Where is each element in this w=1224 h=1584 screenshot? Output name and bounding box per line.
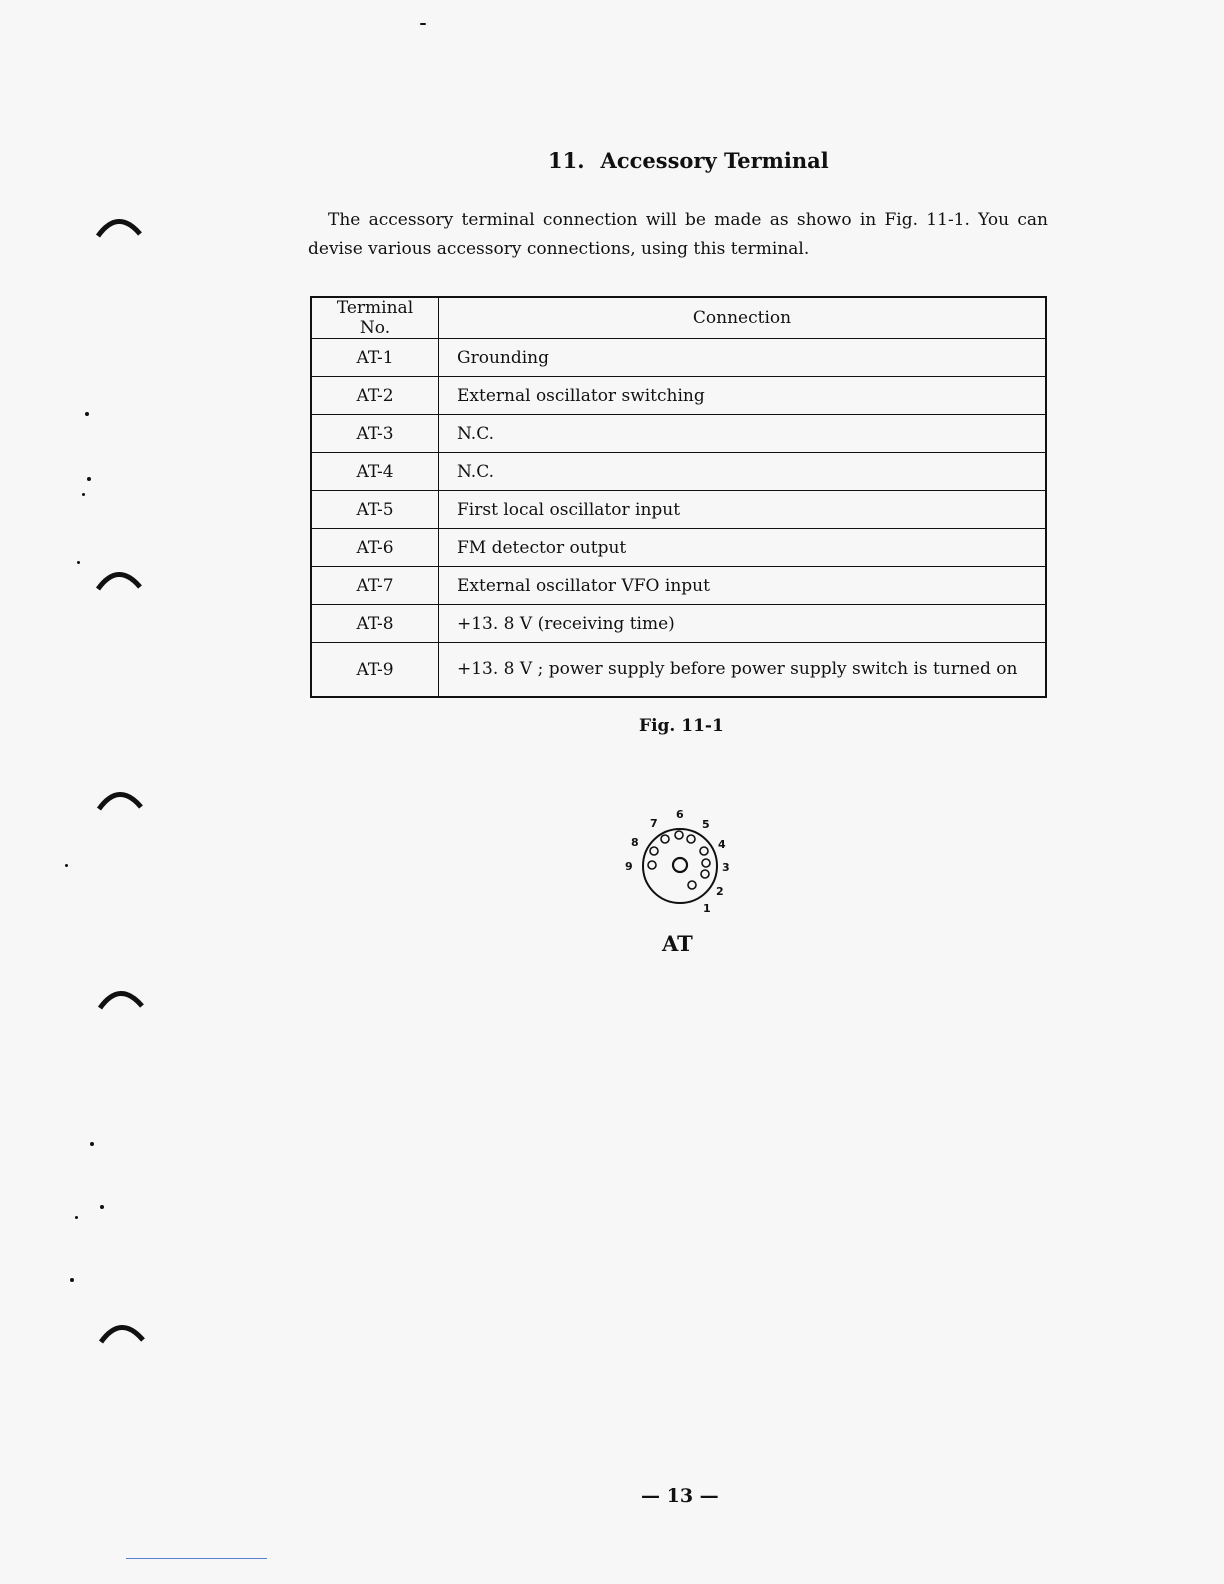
connection-cell: FM detector output [439, 529, 1047, 567]
connection-cell: External oscillator VFO input [439, 567, 1047, 605]
scan-speck [70, 1278, 74, 1282]
accessory-connector-diagram [620, 806, 740, 916]
table-row [311, 377, 1046, 415]
connector-label: AT [662, 931, 693, 956]
binder-hole-mark [97, 785, 145, 811]
bottom-edge-line [126, 1558, 267, 1559]
header-connection: Connection [439, 297, 1047, 339]
terminal-connection-table [310, 296, 1047, 698]
pin-label: 1 [703, 902, 711, 915]
table-row [311, 339, 1046, 377]
connector-pin [650, 847, 658, 855]
pin-label: 9 [625, 860, 633, 873]
connection-cell: External oscillator switching [439, 377, 1047, 415]
terminal-cell: AT-4 [311, 453, 439, 491]
scan-speck [65, 864, 68, 867]
pin-label: 8 [631, 836, 639, 849]
table-row [311, 567, 1046, 605]
connector-center-pin [673, 858, 687, 872]
connection-cell: N.C. [439, 415, 1047, 453]
connector-pin [648, 861, 656, 869]
connection-cell: +13. 8 V ; power supply before power supply switch is turned on [439, 643, 1047, 698]
table-row [311, 453, 1046, 491]
connector-pin [702, 859, 710, 867]
connection-cell: First local oscillator input [439, 491, 1047, 529]
scan-speck [87, 477, 91, 481]
pin-label: 7 [650, 817, 658, 830]
table-header-row [311, 297, 1046, 339]
scan-speck [77, 561, 80, 564]
binder-hole-mark [99, 1318, 147, 1344]
intro-paragraph: The accessory terminal connection will be made as showo in Fig. 11-1. You can devise various accessory connections, using this terminal. [308, 210, 1048, 259]
connection-cell: +13. 8 V (receiving time) [439, 605, 1047, 643]
table-row [311, 529, 1046, 567]
scan-speck [85, 412, 89, 416]
terminal-cell: AT-2 [311, 377, 439, 415]
terminal-cell: AT-1 [311, 339, 439, 377]
terminal-cell: AT-8 [311, 605, 439, 643]
figure-caption: Fig. 11-1 [639, 716, 724, 736]
connection-cell: Grounding [439, 339, 1047, 377]
scan-speck [75, 1216, 78, 1219]
table-row [311, 415, 1046, 453]
pin-label: 5 [702, 818, 710, 831]
section-title: Accessory Terminal [600, 148, 829, 173]
pin-label: 4 [718, 838, 726, 851]
connector-outline [643, 829, 717, 903]
connector-pin [700, 847, 708, 855]
header-terminal-no: Terminal No. [311, 297, 439, 339]
pin-label: 2 [716, 885, 724, 898]
scan-speck [420, 23, 426, 25]
terminal-cell: AT-3 [311, 415, 439, 453]
scan-speck [90, 1142, 94, 1146]
section-heading [548, 148, 829, 173]
connection-cell: N.C. [439, 453, 1047, 491]
table-row [311, 605, 1046, 643]
connector-pin [687, 835, 695, 843]
pin-label: 6 [676, 808, 684, 821]
connector-pin [661, 835, 669, 843]
binder-hole-mark [96, 565, 144, 591]
connector-pin [675, 831, 683, 839]
binder-hole-mark [96, 212, 144, 238]
terminal-cell: AT-5 [311, 491, 439, 529]
connector-pin [701, 870, 709, 878]
binder-hole-mark [98, 984, 146, 1010]
terminal-cell: AT-7 [311, 567, 439, 605]
pin-label: 3 [722, 861, 730, 874]
page-number: — 13 — [641, 1485, 719, 1507]
connector-pin [688, 881, 696, 889]
table-row [311, 643, 1046, 698]
terminal-cell: AT-6 [311, 529, 439, 567]
section-number: 11. [548, 148, 585, 173]
scan-speck [100, 1205, 104, 1209]
scan-speck [82, 493, 85, 496]
table-row [311, 491, 1046, 529]
terminal-cell: AT-9 [311, 643, 439, 698]
